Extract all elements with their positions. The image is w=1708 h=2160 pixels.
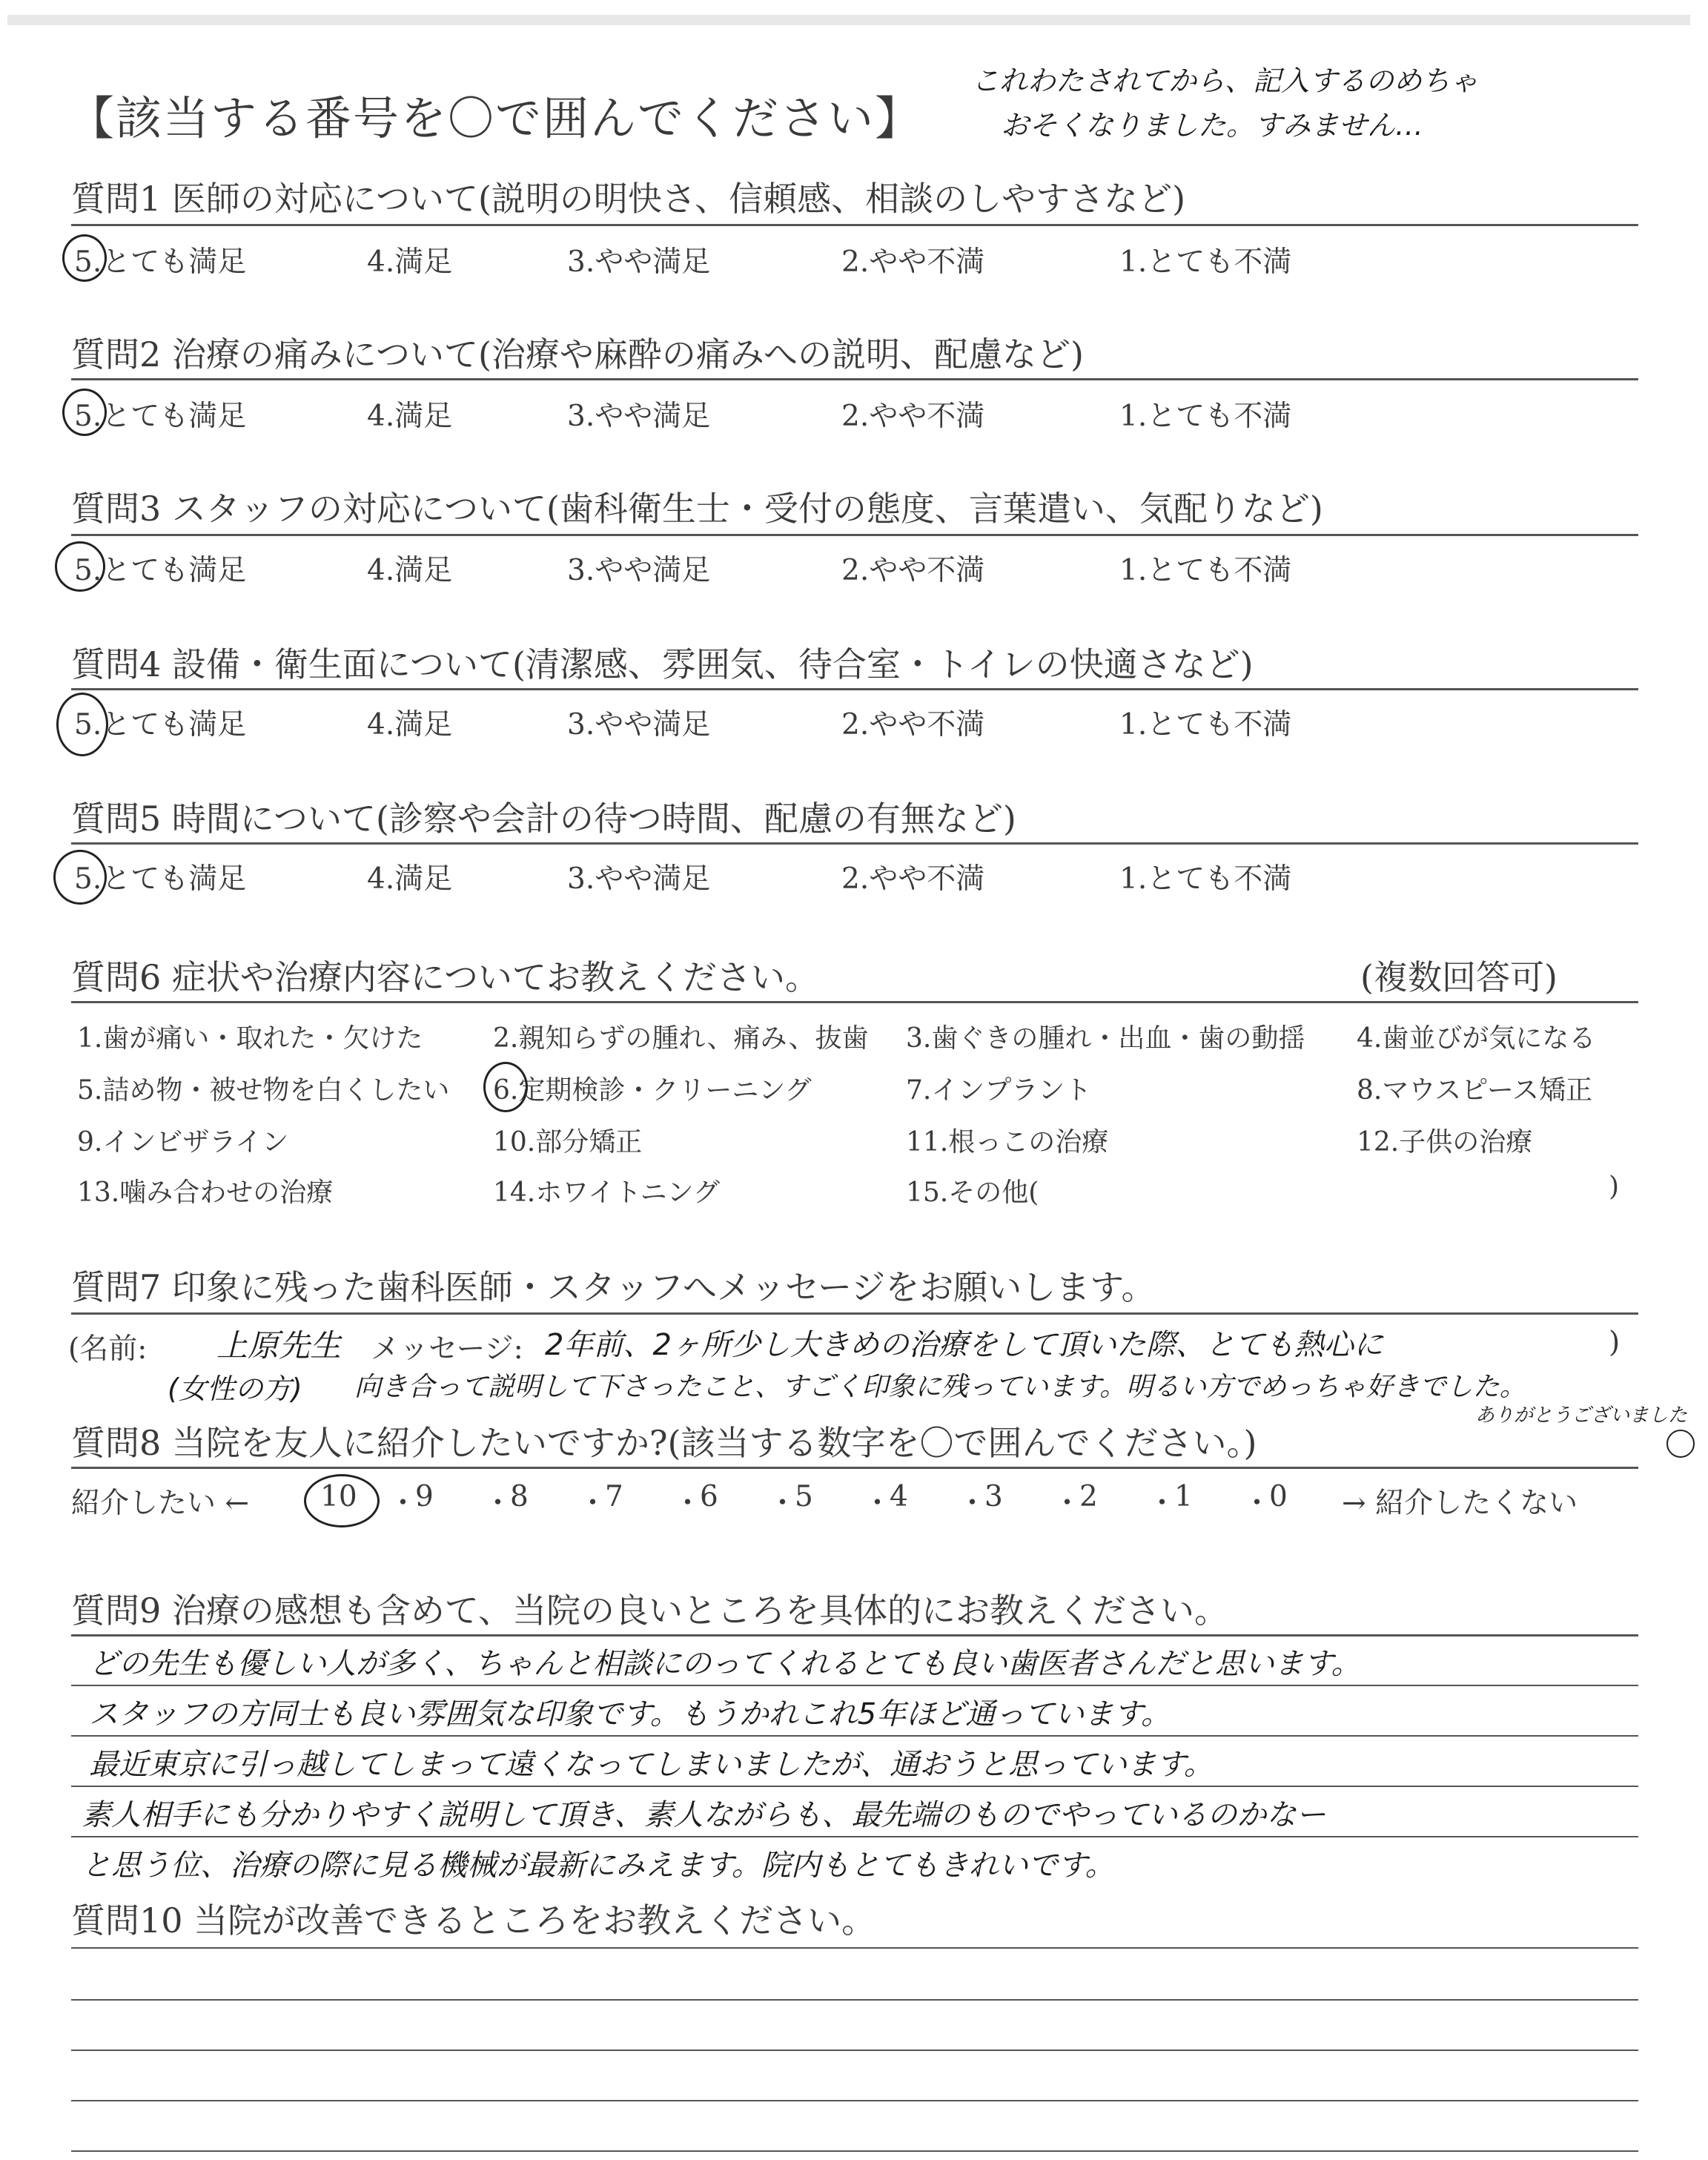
multiple-answers-note: (複数回答可) — [1360, 957, 1558, 997]
q5-option-3[interactable]: 3.やや満足 — [567, 862, 711, 896]
q2-option-1[interactable]: 1.とても不満 — [1119, 400, 1292, 433]
selected-circle-mark — [53, 850, 107, 905]
handwritten-name: 上原先生 — [216, 1327, 342, 1364]
q1-option-4[interactable]: 4.満足 — [367, 245, 453, 279]
divider — [71, 1001, 1638, 1003]
recommend-score-10[interactable]: 10 — [320, 1480, 357, 1513]
answer-line — [71, 1735, 1638, 1737]
q6-item-10[interactable]: 10.部分矯正 — [493, 1127, 643, 1157]
q6-item-15[interactable]: 15.その他( — [906, 1178, 1039, 1208]
answer-line — [71, 2050, 1638, 2051]
answer-line — [71, 2100, 1638, 2101]
answer-line — [71, 1685, 1638, 1686]
answer-line — [71, 1999, 1638, 2001]
selected-circle-mark — [62, 234, 107, 282]
scale-separator: ・ — [578, 1487, 608, 1520]
recommend-score-5[interactable]: 5 — [795, 1480, 813, 1513]
message-label: メッセージ: — [371, 1332, 523, 1366]
q5-option-1[interactable]: 1.とても不満 — [1119, 862, 1292, 896]
q6-item-4[interactable]: 4.歯並びが気になる — [1357, 1023, 1596, 1054]
q3-option-5[interactable]: 5.とても満足 — [74, 554, 247, 587]
q9-answer-line-2: スタッフの方同士も良い雰囲気な印象です。もうかれこれ5年ほど通っています。 — [89, 1697, 1171, 1731]
question-3-title: 質問3 スタッフの対応について(歯科衛生士・受付の態度、言葉遣い、気配りなど) — [71, 489, 1323, 529]
recommend-left-label: 紹介したい ← — [71, 1487, 250, 1520]
divider — [71, 1634, 1638, 1636]
handwritten-message-line1: 2年前、2ヶ所少し大きめの治療をして頂いた際、とても熱心に — [545, 1328, 1383, 1362]
question-5-title: 質問5 時間について(診察や会計の待つ時間、配慮の有無など) — [71, 799, 1016, 839]
q6-item-2[interactable]: 2.親知らずの腫れ、痛み、抜歯 — [493, 1023, 869, 1054]
q6-item-5[interactable]: 5.詰め物・被せ物を白くしたい — [77, 1075, 450, 1106]
scale-separator: ・ — [1242, 1487, 1272, 1520]
scale-separator: ・ — [1053, 1487, 1082, 1520]
selected-circle-mark — [483, 1062, 528, 1112]
q4-option-4[interactable]: 4.満足 — [367, 708, 453, 742]
q3-option-1[interactable]: 1.とても不満 — [1119, 554, 1292, 587]
q6-item-9[interactable]: 9.インビザライン — [77, 1127, 289, 1157]
q6-item-1[interactable]: 1.歯が痛い・取れた・欠けた — [77, 1023, 423, 1054]
question-2-title: 質問2 治療の痛みについて(治療や麻酔の痛みへの説明、配慮など) — [71, 334, 1084, 374]
question-6-title: 質問6 症状や治療内容についてお教えください。 — [71, 957, 819, 997]
name-label: (名前: — [68, 1332, 148, 1366]
q4-option-5[interactable]: 5.とても満足 — [74, 708, 247, 742]
answer-line — [71, 2150, 1638, 2152]
q3-option-4[interactable]: 4.満足 — [367, 554, 453, 587]
smiley-face-icon — [1666, 1430, 1695, 1458]
q9-answer-line-3: 最近東京に引っ越してしまって遠くなってしまいましたが、通おうと思っています。 — [89, 1748, 1214, 1782]
handwritten-apology-line1: これわたされてから、記入するのめちゃ — [971, 65, 1479, 97]
divider — [71, 688, 1638, 690]
q5-option-2[interactable]: 2.やや不満 — [841, 862, 985, 896]
recommend-score-2[interactable]: 2 — [1079, 1480, 1098, 1513]
selected-circle-mark — [56, 693, 108, 756]
q6-item-14[interactable]: 14.ホワイトニング — [493, 1178, 721, 1208]
question-7-title: 質問7 印象に残った歯科医師・スタッフへメッセージをお願いします。 — [71, 1267, 1156, 1307]
recommend-score-4[interactable]: 4 — [890, 1480, 908, 1513]
scale-separator: ・ — [863, 1487, 893, 1520]
selected-circle-mark — [304, 1474, 380, 1527]
recommend-score-6[interactable]: 6 — [700, 1480, 718, 1513]
q9-answer-line-1: どの先生も優しい人が多く、ちゃんと相談にのってくれるとても良い歯医者さんだと思います。 — [89, 1647, 1361, 1681]
divider — [71, 842, 1638, 845]
other-close-paren: ) — [1609, 1172, 1620, 1202]
divider — [71, 534, 1638, 536]
scale-separator: ・ — [768, 1487, 798, 1520]
recommend-score-9[interactable]: 9 — [415, 1480, 434, 1513]
q2-option-5[interactable]: 5.とても満足 — [74, 400, 247, 433]
question-10-title: 質問10 当院が改善できるところをお教えください。 — [71, 1900, 876, 1941]
q5-option-5[interactable]: 5.とても満足 — [74, 862, 247, 896]
instructions-title: 【該当する番号を〇で囲んでください】 — [68, 91, 923, 145]
selected-circle-mark — [62, 389, 107, 436]
scale-separator: ・ — [483, 1487, 513, 1520]
q3-option-3[interactable]: 3.やや満足 — [567, 554, 711, 587]
q6-item-8[interactable]: 8.マウスピース矯正 — [1357, 1075, 1593, 1106]
q9-answer-line-5: と思う位、治療の際に見る機械が最新にみえます。院内もとてもきれいです。 — [82, 1849, 1115, 1883]
answer-line — [71, 1947, 1638, 1949]
answer-line — [71, 1836, 1638, 1837]
q3-option-2[interactable]: 2.やや不満 — [841, 554, 985, 587]
divider — [71, 378, 1638, 380]
q6-item-6[interactable]: 6.定期検診・クリーニング — [493, 1075, 812, 1106]
question-4-title: 質問4 設備・衛生面について(清潔感、雰囲気、待合室・トイレの快適さなど) — [71, 644, 1254, 684]
recommend-score-1[interactable]: 1 — [1174, 1480, 1193, 1513]
q2-option-3[interactable]: 3.やや満足 — [567, 400, 711, 433]
question-1-title: 質問1 医師の対応について(説明の明快さ、信頼感、相談のしやすさなど) — [71, 179, 1186, 219]
q6-item-11[interactable]: 11.根っこの治療 — [906, 1127, 1109, 1157]
q4-option-1[interactable]: 1.とても不満 — [1119, 708, 1292, 742]
q5-option-4[interactable]: 4.満足 — [367, 862, 453, 896]
answer-line — [71, 1786, 1638, 1787]
handwritten-thanks: ありがとうございました — [1475, 1404, 1688, 1427]
recommend-score-3[interactable]: 3 — [984, 1480, 1003, 1513]
recommend-score-8[interactable]: 8 — [510, 1480, 529, 1513]
q4-option-3[interactable]: 3.やや満足 — [567, 708, 711, 742]
scale-separator: ・ — [958, 1487, 987, 1520]
scale-separator: ・ — [1148, 1487, 1177, 1520]
scale-separator: ・ — [673, 1487, 703, 1520]
recommend-score-7[interactable]: 7 — [605, 1480, 623, 1513]
recommend-right-label: → 紹介したくない — [1342, 1487, 1578, 1520]
handwritten-apology-line2: おそくなりました。すみません… — [1001, 109, 1424, 142]
message-close-paren: ) — [1609, 1326, 1621, 1359]
q4-option-2[interactable]: 2.やや不満 — [841, 708, 985, 742]
divider — [71, 224, 1638, 226]
q6-item-3[interactable]: 3.歯ぐきの腫れ・出血・歯の動揺 — [906, 1023, 1305, 1054]
divider — [71, 1467, 1638, 1469]
scale-separator: ・ — [388, 1487, 418, 1520]
selected-circle-mark — [55, 541, 105, 592]
q9-answer-line-4: 素人相手にも分かりやすく説明して頂き、素人ながらも、最先端のものでやっているのかなー — [82, 1798, 1326, 1832]
scan-top-edge — [7, 15, 1690, 25]
recommend-score-0[interactable]: 0 — [1269, 1480, 1288, 1513]
q6-item-13[interactable]: 13.噛み合わせの治療 — [77, 1178, 334, 1208]
q6-item-12[interactable]: 12.子供の治療 — [1357, 1127, 1533, 1157]
q1-option-5[interactable]: 5.とても満足 — [74, 245, 247, 279]
question-9-title: 質問9 治療の感想も含めて、当院の良いところを具体的にお教えください。 — [71, 1591, 1228, 1631]
q1-option-1[interactable]: 1.とても不満 — [1119, 245, 1292, 279]
question-8-title: 質問8 当院を友人に紹介したいですか?(該当する数字を〇で囲んでください。) — [71, 1423, 1257, 1463]
q6-item-7[interactable]: 7.インプラント — [906, 1075, 1092, 1106]
divider — [71, 1312, 1638, 1315]
handwritten-message-line2: 向き合って説明して下さったこと、すごく印象に残っています。明るい方でめっちゃ好きでした。 — [354, 1372, 1526, 1402]
q2-option-4[interactable]: 4.満足 — [367, 400, 453, 433]
q1-option-2[interactable]: 2.やや不満 — [841, 245, 985, 279]
handwritten-name-note: (女性の方) — [168, 1373, 302, 1405]
q2-option-2[interactable]: 2.やや不満 — [841, 400, 985, 433]
q1-option-3[interactable]: 3.やや満足 — [567, 245, 711, 279]
